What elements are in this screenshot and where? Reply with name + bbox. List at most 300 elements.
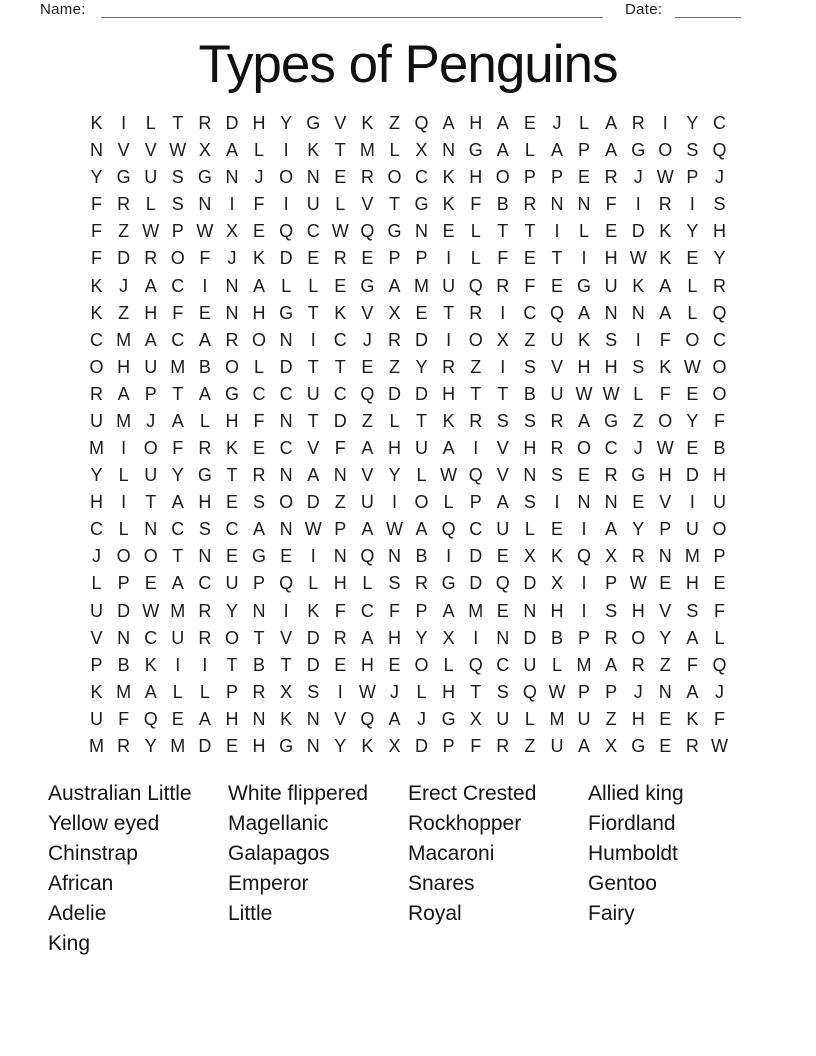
grid-letter: G <box>577 275 592 296</box>
grid-letter: F <box>199 248 211 269</box>
grid-letter: O <box>468 329 483 350</box>
grid-letter: H <box>469 167 483 188</box>
grid-letter: R <box>442 356 456 377</box>
date-blank-line <box>675 0 741 18</box>
grid-letter: B <box>496 194 509 215</box>
grid-letter: H <box>117 356 131 377</box>
grid-letter: S <box>171 194 184 215</box>
grid-letter: C <box>144 627 158 648</box>
grid-letter: T <box>226 654 238 675</box>
grid-letter: N <box>279 410 293 431</box>
grid-letter: A <box>605 654 618 675</box>
grid-letter: J <box>146 410 156 431</box>
grid-letter: G <box>468 140 483 161</box>
grid-letter: E <box>225 735 238 756</box>
grid-letter: D <box>415 329 429 350</box>
grid-letter: V <box>334 708 347 729</box>
grid-letter: H <box>523 438 537 459</box>
grid-letter: F <box>497 248 509 269</box>
grid-letter: E <box>578 465 591 486</box>
grid-letter: R <box>631 546 645 567</box>
grid-letter: D <box>631 221 645 242</box>
grid-letter: A <box>361 627 374 648</box>
page-title: Types of Penguins <box>198 35 618 94</box>
grid-letter: J <box>633 167 643 188</box>
grid-letter: N <box>658 546 672 567</box>
grid-letter: V <box>334 113 347 134</box>
grid-letter: W <box>331 221 349 242</box>
grid-letter: O <box>577 438 592 459</box>
grid-letter: L <box>308 275 319 296</box>
grid-letter: P <box>253 573 266 594</box>
grid-letter: R <box>685 735 699 756</box>
grid-letter: M <box>89 735 105 756</box>
grid-letter: Q <box>712 654 727 675</box>
grid-letter: W <box>196 221 214 242</box>
grid-letter: A <box>442 438 455 459</box>
word-item: Fiordland <box>588 812 676 835</box>
grid-letter: A <box>605 113 618 134</box>
grid-letter: W <box>142 221 160 242</box>
grid-letter: S <box>523 356 536 377</box>
grid-letter: N <box>117 627 131 648</box>
word-item: Chinstrap <box>48 842 138 865</box>
grid-letter: N <box>252 600 266 621</box>
grid-letter: F <box>172 438 184 459</box>
grid-letter: W <box>575 383 593 404</box>
grid-letter: K <box>550 546 563 567</box>
grid-letter: G <box>279 735 294 756</box>
grid-letter: L <box>145 194 156 215</box>
grid-letter: K <box>280 708 293 729</box>
grid-letter: Z <box>524 735 536 756</box>
word-list-column <box>48 779 228 959</box>
grid-letter: Q <box>712 140 727 161</box>
grid-letter: S <box>550 465 563 486</box>
grid-letter: G <box>631 735 646 756</box>
grid-letter: N <box>306 735 320 756</box>
grid-letter: S <box>523 410 536 431</box>
grid-letter: Q <box>143 708 158 729</box>
grid-letter: R <box>333 248 347 269</box>
grid-letter: H <box>550 600 564 621</box>
grid-letter: M <box>170 735 186 756</box>
grid-letter: N <box>198 546 212 567</box>
grid-letter: O <box>414 654 429 675</box>
grid-letter: Z <box>659 654 671 675</box>
grid-letter: H <box>387 438 401 459</box>
grid-letter: K <box>659 356 672 377</box>
grid-letter: M <box>170 600 186 621</box>
grid-letter: H <box>631 708 645 729</box>
grid-letter: P <box>90 654 103 675</box>
grid-letter: L <box>199 681 210 702</box>
grid-letter: P <box>334 519 347 540</box>
grid-letter: K <box>90 113 103 134</box>
grid-letter: B <box>713 438 726 459</box>
grid-letter: W <box>385 519 403 540</box>
grid-letter: I <box>229 194 235 215</box>
grid-letter: P <box>171 221 184 242</box>
grid-letter: Q <box>279 573 294 594</box>
grid-letter: P <box>605 573 618 594</box>
grid-letter: G <box>631 465 646 486</box>
grid-letter: E <box>307 248 320 269</box>
grid-letter: D <box>279 248 293 269</box>
grid-letter: H <box>712 221 726 242</box>
grid-letter: E <box>686 438 699 459</box>
grid-letter: E <box>523 248 536 269</box>
grid-letter: K <box>307 140 320 161</box>
grid-letter: D <box>523 573 537 594</box>
grid-letter: P <box>523 167 536 188</box>
grid-letter: Q <box>468 465 483 486</box>
grid-letter: C <box>523 302 537 323</box>
grid-letter: M <box>170 356 186 377</box>
grid-letter: C <box>604 438 618 459</box>
grid-letter: O <box>712 519 727 540</box>
grid-letter: H <box>225 410 239 431</box>
grid-letter: Q <box>360 708 375 729</box>
grid-letter: C <box>333 383 347 404</box>
name-blank-line <box>101 0 603 18</box>
word-list-column <box>228 779 408 959</box>
grid-letter: A <box>578 410 591 431</box>
grid-letter: L <box>118 465 129 486</box>
grid-letter: U <box>144 465 158 486</box>
grid-letter: D <box>523 627 537 648</box>
grid-letter: G <box>197 465 212 486</box>
grid-letter: O <box>414 492 429 513</box>
grid-letter: K <box>442 194 455 215</box>
grid-letter: T <box>172 383 184 404</box>
grid-letter: B <box>253 654 266 675</box>
grid-letter: S <box>605 600 618 621</box>
grid-letter: A <box>442 600 455 621</box>
grid-letter: X <box>198 140 211 161</box>
grid-letter: L <box>470 221 481 242</box>
grid-letter: N <box>144 519 158 540</box>
grid-letter: B <box>523 383 536 404</box>
grid-letter: L <box>579 113 590 134</box>
word-list-column <box>588 779 768 959</box>
grid-letter: C <box>469 519 483 540</box>
grid-letter: A <box>550 140 563 161</box>
grid-letter: T <box>334 356 346 377</box>
word-item: King <box>48 932 91 955</box>
grid-letter: R <box>198 438 212 459</box>
grid-letter: M <box>549 708 565 729</box>
grid-letter: R <box>469 302 483 323</box>
grid-letter: W <box>169 140 187 161</box>
grid-letter: U <box>550 329 564 350</box>
grid-letter: F <box>713 708 725 729</box>
grid-letter: E <box>388 654 401 675</box>
grid-letter: A <box>578 302 591 323</box>
grid-letter: V <box>659 492 672 513</box>
grid-letter: R <box>496 735 510 756</box>
grid-letter: R <box>333 627 347 648</box>
grid-letter: S <box>605 329 618 350</box>
grid-letter: T <box>307 356 319 377</box>
grid-letter: C <box>496 654 510 675</box>
grid-letter: D <box>469 573 483 594</box>
grid-letter: S <box>686 140 699 161</box>
grid-letter: A <box>171 573 184 594</box>
grid-letter: O <box>252 329 267 350</box>
grid-letter: S <box>713 194 726 215</box>
grid-letter: H <box>198 492 212 513</box>
grid-letter: M <box>116 329 132 350</box>
grid-letter: A <box>686 627 699 648</box>
grid-letter: A <box>361 438 374 459</box>
grid-letter: G <box>197 167 212 188</box>
grid-letter: A <box>198 329 211 350</box>
grid-letter: L <box>524 708 535 729</box>
grid-letter: U <box>90 410 104 431</box>
grid-letter: C <box>198 573 212 594</box>
grid-letter: A <box>442 113 455 134</box>
grid-letter: H <box>387 627 401 648</box>
grid-letter: R <box>252 465 266 486</box>
grid-letter: H <box>90 492 104 513</box>
grid-letter: L <box>551 654 562 675</box>
grid-letter: K <box>90 302 103 323</box>
grid-letter: A <box>578 735 591 756</box>
grid-letter: O <box>89 356 104 377</box>
grid-letter: I <box>689 492 695 513</box>
grid-letter: I <box>689 194 695 215</box>
grid-letter: P <box>388 248 401 269</box>
grid-letter: E <box>523 113 536 134</box>
name-label: Name: <box>40 1 86 18</box>
grid-letter: H <box>604 356 618 377</box>
grid-letter: E <box>225 492 238 513</box>
grid-letter: L <box>579 221 590 242</box>
grid-letter: B <box>415 546 428 567</box>
grid-letter: E <box>225 546 238 567</box>
grid-letter: E <box>550 275 563 296</box>
grid-letter: V <box>117 140 130 161</box>
grid-letter: O <box>170 248 185 269</box>
grid-letter: F <box>91 221 103 242</box>
grid-letter: L <box>443 492 454 513</box>
grid-letter: C <box>252 383 266 404</box>
grid-letter: W <box>656 167 674 188</box>
grid-letter: L <box>118 519 129 540</box>
grid-letter: S <box>496 410 509 431</box>
grid-letter: V <box>659 600 672 621</box>
grid-letter: C <box>712 329 726 350</box>
grid-letter: N <box>279 465 293 486</box>
grid-letter: A <box>198 708 211 729</box>
grid-letter: H <box>604 248 618 269</box>
grid-letter: H <box>469 113 483 134</box>
grid-letter: F <box>334 438 346 459</box>
grid-letter: Z <box>118 221 130 242</box>
grid-letter: Z <box>632 410 644 431</box>
grid-letter: V <box>144 140 157 161</box>
grid-letter: Q <box>468 654 483 675</box>
grid-letter: O <box>685 329 700 350</box>
grid-letter: P <box>442 735 455 756</box>
grid-letter: R <box>198 600 212 621</box>
grid-letter: J <box>362 329 372 350</box>
grid-letter: W <box>629 573 647 594</box>
grid-letter: R <box>550 438 564 459</box>
grid-letter: B <box>550 627 563 648</box>
grid-letter: N <box>279 329 293 350</box>
grid-letter: H <box>442 681 456 702</box>
grid-letter: R <box>144 248 158 269</box>
grid-letter: N <box>577 194 591 215</box>
grid-letter: K <box>307 600 320 621</box>
grid-letter: M <box>89 438 105 459</box>
grid-letter: N <box>198 194 212 215</box>
grid-letter: I <box>473 627 479 648</box>
grid-letter: T <box>551 248 563 269</box>
grid-letter: P <box>578 681 591 702</box>
grid-letter: T <box>253 627 265 648</box>
grid-letter: U <box>415 438 429 459</box>
grid-letter: T <box>470 681 482 702</box>
grid-letter: J <box>254 167 264 188</box>
grid-letter: G <box>116 167 131 188</box>
grid-letter: Y <box>388 465 401 486</box>
grid-letter: F <box>659 329 671 350</box>
grid-letter: M <box>359 140 375 161</box>
grid-letter: W <box>683 356 701 377</box>
grid-letter: A <box>171 492 184 513</box>
grid-letter: K <box>686 708 699 729</box>
grid-letter: T <box>388 194 400 215</box>
grid-letter: T <box>334 140 346 161</box>
grid-letter: G <box>441 573 456 594</box>
grid-letter: K <box>144 654 157 675</box>
grid-letter: T <box>497 221 509 242</box>
grid-letter: F <box>388 600 400 621</box>
grid-letter: O <box>387 167 402 188</box>
grid-letter: L <box>254 356 265 377</box>
grid-letter: I <box>202 275 208 296</box>
grid-letter: I <box>446 546 452 567</box>
grid-letter: H <box>252 113 266 134</box>
grid-letter: F <box>470 194 482 215</box>
grid-letter: X <box>523 546 536 567</box>
grid-letter: R <box>658 194 672 215</box>
grid-letter: W <box>304 519 322 540</box>
grid-letter: N <box>252 708 266 729</box>
grid-letter: F <box>524 275 536 296</box>
grid-letter: L <box>416 681 427 702</box>
grid-letter: U <box>496 708 510 729</box>
grid-letter: L <box>633 383 644 404</box>
grid-letter: I <box>473 438 479 459</box>
grid-letter: Z <box>388 113 400 134</box>
grid-letter: Y <box>659 627 672 648</box>
grid-letter: Y <box>686 410 699 431</box>
grid-letter: R <box>469 410 483 431</box>
grid-letter: A <box>253 519 266 540</box>
word-item: Adelie <box>48 902 107 925</box>
word-item: White flippered <box>228 782 369 805</box>
grid-letter: E <box>659 708 672 729</box>
grid-letter: R <box>712 275 726 296</box>
grid-letter: T <box>307 302 319 323</box>
grid-letter: N <box>604 492 618 513</box>
grid-letter: I <box>283 140 289 161</box>
grid-letter: A <box>496 140 509 161</box>
grid-letter: H <box>712 465 726 486</box>
grid-letter: E <box>144 573 157 594</box>
grid-letter: I <box>500 356 506 377</box>
grid-letter: X <box>225 221 238 242</box>
grid-letter: K <box>334 302 347 323</box>
grid-letter: V <box>496 465 509 486</box>
grid-letter: M <box>414 275 430 296</box>
grid-letter: E <box>496 600 509 621</box>
grid-letter: E <box>442 221 455 242</box>
grid-letter: A <box>605 140 618 161</box>
grid-letter: K <box>659 248 672 269</box>
grid-letter: U <box>442 275 456 296</box>
grid-letter: M <box>576 654 592 675</box>
grid-letter: W <box>602 383 620 404</box>
grid-letter: A <box>144 329 157 350</box>
grid-letter: Y <box>686 113 699 134</box>
grid-letter: H <box>658 465 672 486</box>
grid-letter: I <box>635 194 641 215</box>
grid-letter: D <box>279 356 293 377</box>
grid-letter: U <box>604 275 618 296</box>
grid-letter: I <box>121 438 127 459</box>
grid-letter: P <box>578 140 591 161</box>
grid-letter: H <box>685 573 699 594</box>
grid-letter: J <box>119 275 129 296</box>
grid-letter: E <box>496 546 509 567</box>
grid-letter: Q <box>360 221 375 242</box>
grid-letter: Y <box>713 248 726 269</box>
grid-letter: M <box>116 410 132 431</box>
grid-letter: U <box>306 194 320 215</box>
grid-letter: D <box>225 113 239 134</box>
grid-letter: B <box>117 654 130 675</box>
grid-letter: A <box>659 275 672 296</box>
word-item: Little <box>228 902 273 925</box>
grid-letter: E <box>253 438 266 459</box>
grid-letter: W <box>710 735 728 756</box>
grid-letter: A <box>686 681 699 702</box>
grid-letter: A <box>198 383 211 404</box>
grid-letter: A <box>388 708 401 729</box>
grid-letter: A <box>415 519 428 540</box>
grid-letter: Z <box>470 356 482 377</box>
grid-letter: U <box>90 708 104 729</box>
grid-letter: Q <box>522 681 537 702</box>
grid-letter: G <box>604 410 619 431</box>
grid-letter: I <box>283 600 289 621</box>
grid-letter: L <box>443 654 454 675</box>
grid-letter: N <box>415 221 429 242</box>
grid-letter: E <box>334 654 347 675</box>
grid-letter: W <box>358 681 376 702</box>
grid-letter: J <box>714 167 724 188</box>
grid-letter: C <box>225 519 239 540</box>
grid-letter: U <box>171 627 185 648</box>
grid-letter: H <box>442 383 456 404</box>
grid-letter: R <box>117 194 131 215</box>
grid-letter: K <box>361 735 374 756</box>
